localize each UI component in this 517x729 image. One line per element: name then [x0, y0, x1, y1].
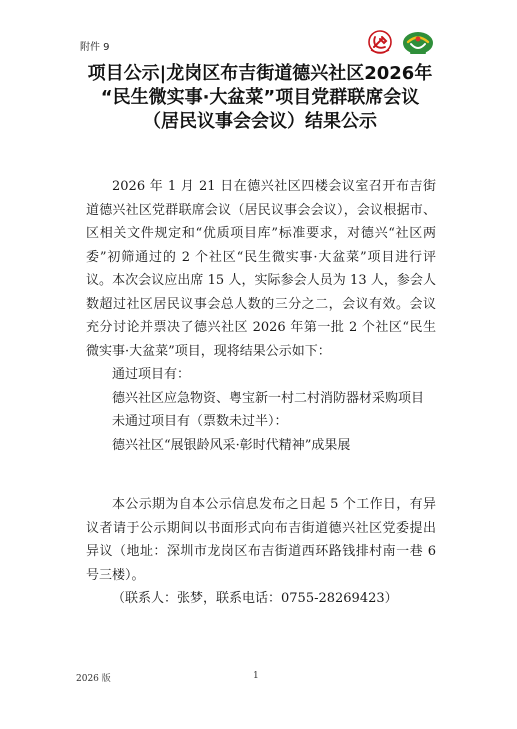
paragraph-meeting-summary: 2026 年 1 月 21 日在德兴社区四楼会议室召开布吉街道德兴社区党群联席会议（居民议事会会议），会议根据市、区相关文件规定和“优质项目库”标准要求，对德兴“社区两委”初筛通过的 2 个社区“民生微实事·大盆菜”项目进行评议。本次会议应出席 15 人，实际参会人员为 13 人，参会人数超过社区居民议事会总人数的三分之二，会议有效。会议充分讨论并票决了德兴社区 2026 年第一批 2 个社区“民生微实事·大盆菜”项目，现将结果公示如下：	[86, 179, 436, 359]
party-emblem-icon	[365, 28, 395, 56]
paragraph-failed-project: 德兴社区“展银龄风采·彰时代精神”成果展	[112, 437, 351, 453]
logo-group	[365, 28, 435, 56]
attachment-label: 附件 9	[80, 42, 110, 53]
document-body	[86, 175, 436, 611]
paragraph-passed-project: 德兴社区应急物资、粤宝新一村二村消防器材采购项目	[112, 390, 425, 406]
paragraph-passed-heading: 通过项目有：	[112, 367, 191, 382]
page-number: 1	[253, 671, 259, 681]
page-title	[70, 62, 450, 134]
title-line-2: “民生微实事·大盆菜”项目党群联席会议	[100, 87, 420, 108]
paragraph-failed-heading: 未通过项目有（票数未过半）：	[112, 414, 288, 429]
footer-version-label: 2026 版	[76, 674, 111, 684]
paragraph-contact: （联系人：张梦，联系电话：0755-28269423）	[112, 591, 398, 606]
title-line-1: 项目公示|龙岗区布吉街道德兴社区2026年	[87, 63, 433, 84]
title-line-3: （居民议事会会议）结果公示	[143, 111, 377, 132]
community-emblem-icon	[401, 28, 435, 56]
paragraph-objection-notice: 本公示期为自本公示信息发布之日起 5 个工作日，有异议者请于公示期间以书面形式向布吉街道德兴社区党委提出异议（地址：深圳市龙岗区布吉街道西环路钱排村南一巷 6 号三楼）。	[86, 497, 436, 583]
spacer	[86, 457, 436, 493]
